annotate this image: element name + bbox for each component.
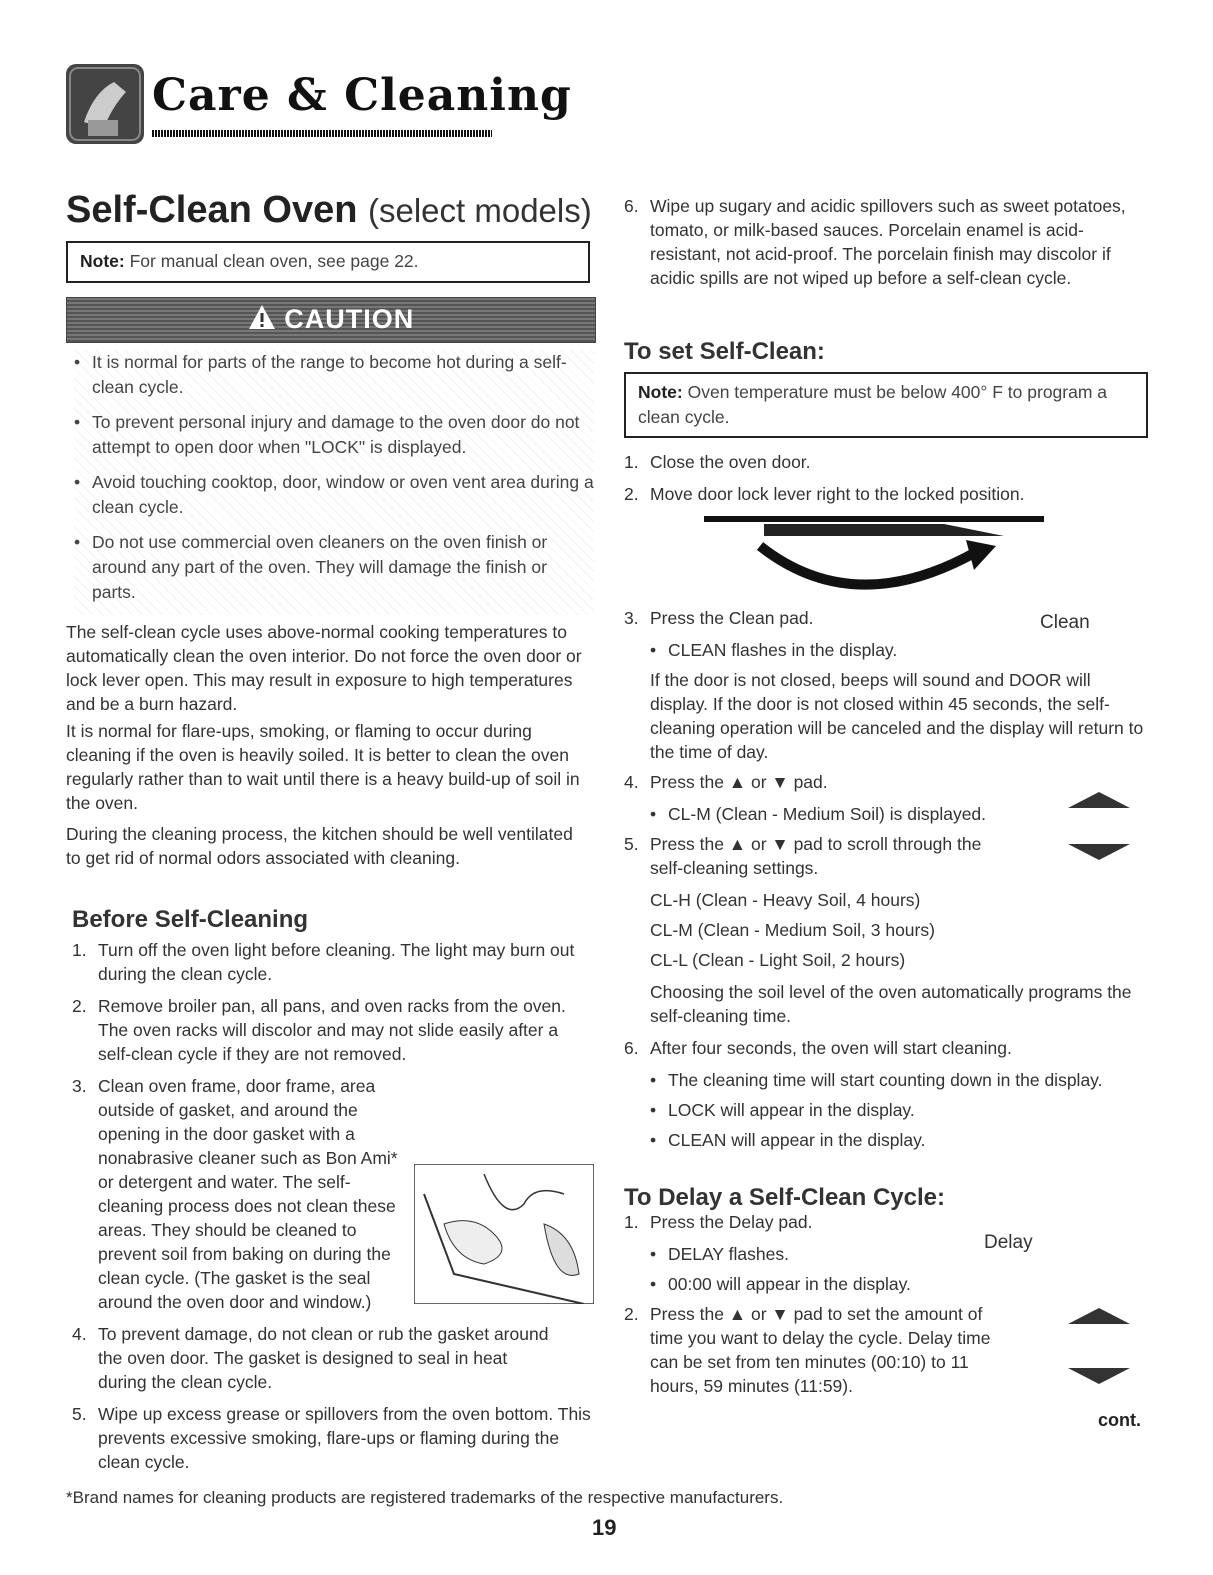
list-item: 6. After four seconds, the oven will start cleaning. — [624, 1038, 1012, 1058]
paragraph: During the cleaning process, the kitchen should be well ventilated to get rid of normal odors associated with cleaning. — [66, 824, 573, 868]
list-item: 2. Press the ▲ or ▼ pad to set the amount of time you want to delay the cycle. Delay time can be set from ten minutes (00:10) to 11 hours, 59 minutes (11:59). — [624, 1304, 991, 1396]
clean-pad: Clean — [1040, 612, 1090, 633]
title-underline — [152, 130, 492, 137]
down-arrow-pad-icon — [1064, 842, 1134, 867]
cleaning-hand-icon — [64, 62, 146, 146]
list-item: • CLEAN flashes in the display. — [650, 640, 898, 660]
list-item: • CL-M (Clean - Medium Soil) is displayed. — [650, 804, 987, 824]
warning-triangle-icon — [248, 304, 276, 337]
door-lock-lever-illustration — [704, 510, 1044, 604]
list-item: • Avoid touching cooktop, door, window or oven vent area during a clean cycle. — [74, 472, 594, 517]
note-box — [66, 241, 590, 283]
caution-banner — [66, 297, 596, 343]
note-text: Oven temperature must be below 400° F to program a clean cycle. — [638, 382, 1108, 427]
paragraph: It is normal for flare-ups, smoking, or flaming to occur during cleaning if the oven is heavily soiled. It is better to clean the oven regularly rather than to wait until there is a heavy build-up of soil in the oven. — [66, 721, 580, 813]
list-item: • To prevent personal injury and damage to the oven door do not attempt to open door when "LOCK" is displayed. — [74, 412, 580, 457]
continued-label: cont. — [1098, 1410, 1141, 1430]
list-item: • The cleaning time will start counting down in the display. — [650, 1070, 1103, 1090]
set-steps-3-6: 3. Press the Clean pad. • CLEAN flashes in the display. If the door is not closed, beeps will sound and DOOR will display. If the door is not closed within 45 seconds, the self-cleaning operation will be canceled and the display will return to the time of day. 4. Press the ▲ or ▼ pad. • CL-M (Clean - Medium Soil) is displayed. 5. Press the ▲ or ▼ pad to scroll through the self-cleaning settings. CL-H (Clean - Heavy Soil, 4 hours) CL-M (Clean - Medium Soil, 3 hours) CL-L (Clean - Light Soil, 2 hours) Choosing the soil level of the oven automatically programs the self-cleaning time. 6. After four seconds, the oven will start cleaning. • The cleaning time will start counting down in the display. • LOCK will appear in the display. • CLEAN will appear in the display. — [624, 608, 1144, 1150]
list-item: 5. Press the ▲ or ▼ pad to scroll through the self-cleaning settings. — [624, 834, 982, 878]
list-item: • DELAY flashes. — [650, 1244, 789, 1264]
list-item: 1. Close the oven door. — [624, 452, 811, 472]
heading-sub: (select models) — [367, 192, 592, 229]
note-text: For manual clean oven, see page 22. — [129, 251, 419, 271]
list-item: 1. Turn off the oven light before cleaning. The light may burn out during the clean cycle. — [72, 940, 575, 984]
list-item: 5. Wipe up excess grease or spillovers from the oven bottom. This prevents excessive smoking, flare-ups or flaming during the clean cycle. — [72, 1404, 591, 1472]
delay-pad: Delay — [984, 1232, 1033, 1253]
page-number: 19 — [592, 1515, 617, 1540]
list-item: 4. To prevent damage, do not clean or rub the gasket around the oven door. The gasket is designed to seal in heat during the clean cycle. — [72, 1324, 549, 1392]
list-item: • 00:00 will appear in the display. — [650, 1274, 911, 1294]
before-heading: Before Self-Cleaning — [72, 906, 309, 933]
set-heading: To set Self-Clean: — [624, 338, 825, 365]
paragraph: The self-clean cycle uses above-normal cooking temperatures to automatically clean the oven interior. Do not force the oven door or lock lever open. This may result in exposure to high temperatures and be a burn hazard. — [66, 622, 582, 714]
list-item: 1. Press the Delay pad. — [624, 1212, 813, 1232]
up-arrow-pad-icon — [1064, 790, 1134, 815]
down-arrow-pad-icon — [1064, 1366, 1134, 1391]
list-item: • It is normal for parts of the range to become hot during a self-clean cycle. — [74, 352, 567, 397]
note-label: Note: — [638, 382, 683, 402]
heading-main: Self-Clean Oven — [66, 189, 358, 231]
list-item: • LOCK will appear in the display. — [650, 1100, 915, 1120]
list-item: 3. Press the Clean pad. — [624, 608, 814, 628]
up-arrow-pad-icon — [1064, 1306, 1134, 1331]
list-item: • Do not use commercial oven cleaners on the oven finish or around any part of the oven. They will damage the finish or parts. — [74, 532, 548, 602]
list-item: • CLEAN will appear in the display. — [650, 1130, 926, 1150]
caution-label: CAUTION — [284, 304, 415, 334]
set-note-box — [624, 372, 1148, 438]
page-title: Care & Cleaning — [152, 70, 572, 121]
list-item: 4. Press the ▲ or ▼ pad. — [624, 772, 828, 792]
footnote: *Brand names for cleaning products are registered trademarks of the respective manufacturers. — [66, 1488, 784, 1507]
note-label: Note: — [80, 251, 125, 271]
caution-list — [74, 350, 594, 615]
set-steps-1-2 — [624, 450, 1144, 514]
gasket-cleaning-illustration — [414, 1164, 594, 1304]
list-item: 2. Move door lock lever right to the locked position. — [624, 484, 1025, 504]
list-item: 2. Remove broiler pan, all pans, and oven racks from the oven. The oven racks will discolor and may not slide easily after a self-clean cycle if they are not removed. — [72, 996, 566, 1064]
item-6: 6. Wipe up sugary and acidic spillovers such as sweet potatoes, tomato, or milk-based sauces. Porcelain enamel is acid-resistant, not acid-proof. The porcelain finish may discolor if acidic spills are not wiped up before a self-clean cycle. — [624, 196, 1126, 288]
section-heading — [66, 189, 592, 232]
list-item: 3. Clean oven frame, door frame, area outside of gasket, and around the opening in the door gasket with a nonabrasive cleaner such as Bon Ami* or detergent and water. The self-cleaning process does not clean these areas. They should be cleaned to prevent soil from baking on during the clean cycle. (The gasket is the seal around the oven door and window.) — [72, 1076, 398, 1312]
delay-heading: To Delay a Self-Clean Cycle: — [624, 1184, 945, 1211]
